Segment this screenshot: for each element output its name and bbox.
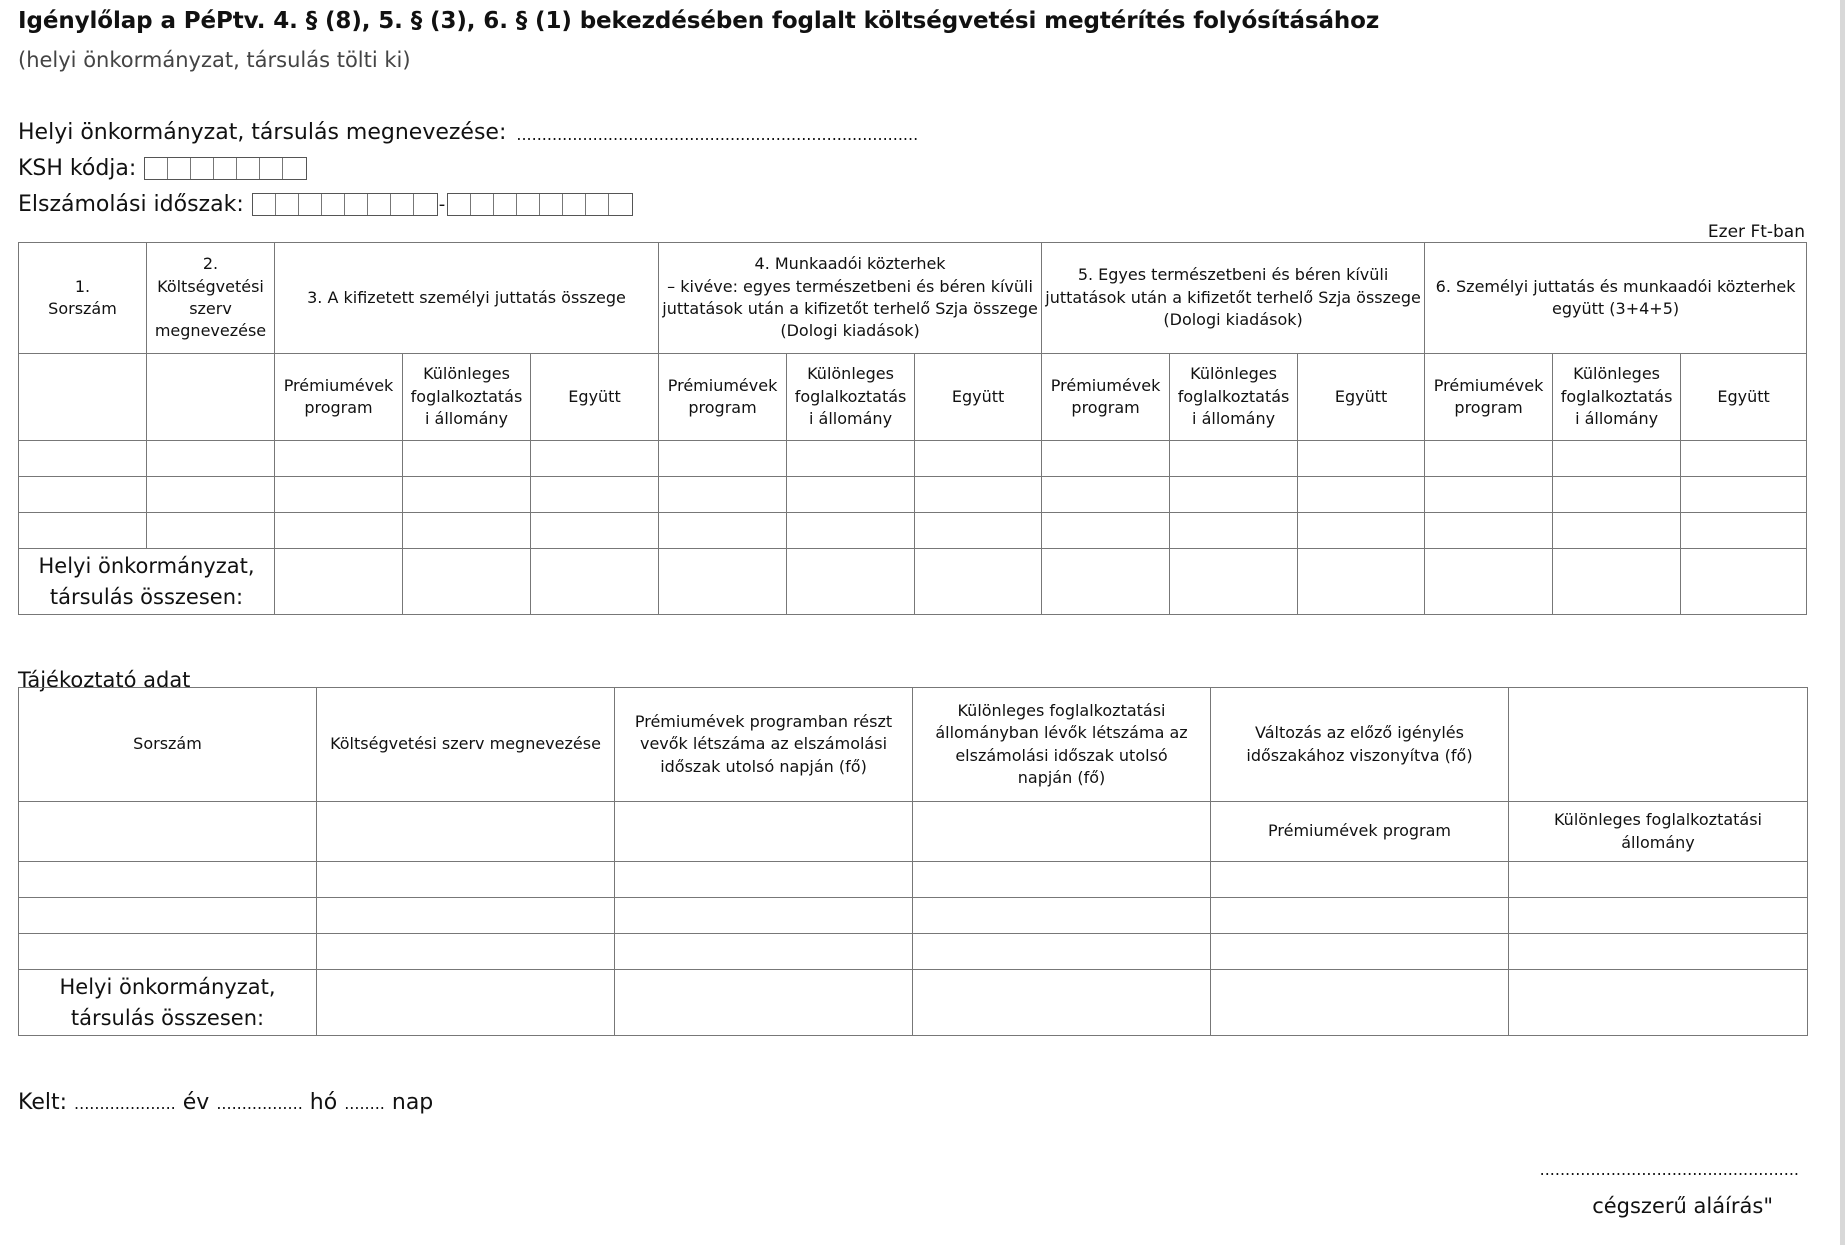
table-cell[interactable]	[1681, 549, 1807, 615]
table-cell[interactable]	[531, 513, 659, 549]
month-label: hó	[309, 1090, 338, 1115]
table-cell[interactable]	[615, 898, 913, 934]
table-cell[interactable]	[1425, 549, 1553, 615]
table-cell[interactable]	[915, 549, 1042, 615]
info-section-label: Tájékoztató adat	[18, 668, 191, 692]
table-cell[interactable]	[915, 441, 1042, 477]
name-field-row	[18, 120, 918, 145]
sub-total-header: Együtt	[531, 354, 659, 441]
table-cell[interactable]	[615, 934, 913, 970]
table-cell[interactable]	[1509, 970, 1808, 1036]
table-cell[interactable]	[615, 970, 913, 1036]
table-cell[interactable]	[19, 934, 317, 970]
table-cell[interactable]	[19, 513, 147, 549]
day-label: nap	[391, 1090, 434, 1115]
total-row	[19, 549, 1807, 615]
table-cell[interactable]	[787, 513, 915, 549]
digit-box[interactable]	[276, 194, 299, 215]
col5-header: 5. Egyes természetbeni és béren kívüli juttatások után a kifizetőt terhelő Szja összege (Dologi kiadások)	[1042, 243, 1425, 354]
period-label: Elszámolási időszak:	[18, 192, 244, 217]
info-col1-header: Sorszám	[19, 688, 317, 802]
date-line	[18, 1090, 433, 1115]
year-label: év	[182, 1090, 210, 1115]
table-cell[interactable]	[1042, 441, 1170, 477]
table-cell[interactable]	[915, 477, 1042, 513]
table-cell[interactable]	[913, 970, 1211, 1036]
day-dots-field[interactable]: ........	[344, 1094, 385, 1113]
digit-box[interactable]	[414, 194, 437, 215]
info-col3-header: Prémiumévek programban részt vevők létszáma az elszámolási időszak utolsó napján (fő)	[615, 688, 913, 802]
period-end-boxes[interactable]	[447, 193, 633, 216]
table-cell[interactable]	[19, 802, 317, 862]
info-col6-header	[1509, 688, 1808, 802]
digit-box[interactable]	[260, 158, 283, 179]
ksh-code-boxes[interactable]	[144, 157, 307, 180]
table-cell[interactable]	[787, 477, 915, 513]
table-cell[interactable]	[1681, 441, 1807, 477]
table-cell[interactable]	[615, 862, 913, 898]
digit-box[interactable]	[586, 194, 609, 215]
table-row	[19, 513, 1807, 549]
digit-box[interactable]	[517, 194, 540, 215]
digit-box[interactable]	[345, 194, 368, 215]
info-sub-special-header: Különleges foglalkoztatási állomány	[1509, 802, 1808, 862]
table-cell[interactable]	[1298, 549, 1425, 615]
info-col4-header: Különleges foglalkoztatási állományban lévők létszáma az elszámolási időszak utolsó napján (fő)	[913, 688, 1211, 802]
info-total-label: Helyi önkormányzat, társulás összesen:	[19, 970, 317, 1036]
table-cell[interactable]	[1425, 513, 1553, 549]
table-cell[interactable]	[659, 477, 787, 513]
signature-label: cégszerű aláírás"	[1592, 1194, 1773, 1218]
table-cell[interactable]	[1298, 477, 1425, 513]
table-cell[interactable]	[1170, 441, 1298, 477]
table-cell[interactable]	[19, 898, 317, 934]
period-field-row	[18, 192, 633, 217]
col4-header: 4. Munkaadói közterhek – kivéve: egyes természetbeni és béren kívüli juttatások után a kifizetőt terhelő Szja összege (Dologi kiadások)	[659, 243, 1042, 354]
digit-box[interactable]	[253, 194, 276, 215]
table-cell[interactable]	[913, 898, 1211, 934]
table-cell[interactable]	[19, 441, 147, 477]
sub-special-header: Különleges foglalkoztatás i állomány	[1553, 354, 1681, 441]
sub-total-header: Együtt	[1681, 354, 1807, 441]
page-edge-divider	[1840, 0, 1845, 1245]
table-cell[interactable]	[913, 862, 1211, 898]
digit-box[interactable]	[237, 158, 260, 179]
table-row	[19, 934, 1808, 970]
digit-box[interactable]	[145, 158, 168, 179]
table-cell[interactable]	[1170, 477, 1298, 513]
table-cell[interactable]	[19, 862, 317, 898]
digit-box[interactable]	[283, 158, 306, 179]
table-cell[interactable]	[317, 970, 615, 1036]
period-start-boxes[interactable]	[252, 193, 438, 216]
table-cell[interactable]	[1170, 549, 1298, 615]
digit-box[interactable]	[563, 194, 586, 215]
table-row	[19, 477, 1807, 513]
name-label: Helyi önkormányzat, társulás megnevezése:	[18, 120, 507, 145]
period-separator: -	[438, 194, 446, 215]
sub-premium-header: Prémiumévek program	[275, 354, 403, 441]
sub-special-header: Különleges foglalkoztatás i állomány	[787, 354, 915, 441]
form-subtitle: (helyi önkormányzat, társulás tölti ki)	[18, 48, 411, 72]
digit-box[interactable]	[214, 158, 237, 179]
month-dots-field[interactable]: .................	[216, 1094, 303, 1113]
table-cell[interactable]	[1211, 970, 1509, 1036]
sub-total-header: Együtt	[1298, 354, 1425, 441]
table-cell[interactable]	[1553, 477, 1681, 513]
digit-box[interactable]	[391, 194, 414, 215]
table-cell[interactable]	[1042, 513, 1170, 549]
info-col5-header: Változás az előző igénylés időszakához viszonyítva (fő)	[1211, 688, 1509, 802]
info-subheader-row	[19, 802, 1808, 862]
table-cell[interactable]	[403, 477, 531, 513]
table-cell[interactable]	[1681, 477, 1807, 513]
sub-special-header: Különleges foglalkoztatás i állomány	[403, 354, 531, 441]
table-cell[interactable]	[1042, 549, 1170, 615]
table-row	[19, 862, 1808, 898]
sub-special-header: Különleges foglalkoztatás i állomány	[1170, 354, 1298, 441]
table-row	[19, 441, 1807, 477]
table-cell[interactable]	[1553, 549, 1681, 615]
empty-cell	[19, 354, 147, 441]
table-cell[interactable]	[659, 441, 787, 477]
table-cell[interactable]	[275, 549, 403, 615]
col1-header: 1. Sorszám	[19, 243, 147, 354]
table-cell[interactable]	[1042, 477, 1170, 513]
table-cell[interactable]	[1211, 862, 1509, 898]
info-table	[18, 687, 1808, 1036]
table-cell[interactable]	[1298, 441, 1425, 477]
sub-premium-header: Prémiumévek program	[1042, 354, 1170, 441]
ksh-label: KSH kódja:	[18, 156, 137, 181]
ksh-field-row	[18, 156, 307, 181]
table-cell[interactable]	[1170, 513, 1298, 549]
table-cell[interactable]	[531, 441, 659, 477]
sub-total-header: Együtt	[915, 354, 1042, 441]
table-cell[interactable]	[787, 441, 915, 477]
table-cell[interactable]	[19, 477, 147, 513]
table-cell[interactable]	[659, 549, 787, 615]
table-cell[interactable]	[1681, 513, 1807, 549]
table-cell[interactable]	[147, 441, 275, 477]
date-label: Kelt:	[18, 1090, 68, 1115]
table-cell[interactable]	[317, 898, 615, 934]
unit-note: Ezer Ft-ban	[1707, 222, 1805, 242]
table-cell[interactable]	[147, 477, 275, 513]
table-cell[interactable]	[1553, 513, 1681, 549]
name-dots-field[interactable]: ...............................................................................	[516, 125, 919, 144]
table-cell[interactable]	[531, 477, 659, 513]
table-cell[interactable]	[1425, 477, 1553, 513]
digit-box[interactable]	[540, 194, 563, 215]
table-cell[interactable]	[275, 513, 403, 549]
digit-box[interactable]	[322, 194, 345, 215]
total-label: Helyi önkormányzat, társulás összesen:	[19, 549, 275, 615]
table-row	[19, 898, 1808, 934]
table-cell[interactable]	[403, 441, 531, 477]
table-cell[interactable]	[659, 513, 787, 549]
digit-box[interactable]	[299, 194, 322, 215]
sub-premium-header: Prémiumévek program	[659, 354, 787, 441]
empty-cell	[147, 354, 275, 441]
table-cell[interactable]	[1509, 934, 1808, 970]
table-cell[interactable]	[1211, 898, 1509, 934]
table-cell[interactable]	[317, 934, 615, 970]
table-cell[interactable]	[1509, 898, 1808, 934]
digit-box[interactable]	[494, 194, 517, 215]
table-cell[interactable]	[531, 549, 659, 615]
table-cell[interactable]	[1211, 934, 1509, 970]
digit-box[interactable]	[191, 158, 214, 179]
year-dots-field[interactable]: ....................	[74, 1094, 176, 1113]
table-cell[interactable]	[787, 549, 915, 615]
main-claim-table	[18, 242, 1807, 615]
digit-box[interactable]	[368, 194, 391, 215]
digit-box[interactable]	[448, 194, 471, 215]
table-cell[interactable]	[147, 513, 275, 549]
table-cell[interactable]	[403, 549, 531, 615]
digit-box[interactable]	[168, 158, 191, 179]
col6-header: 6. Személyi juttatás és munkaadói közterhek együtt (3+4+5)	[1425, 243, 1807, 354]
table-cell[interactable]	[913, 802, 1211, 862]
table-cell[interactable]	[915, 513, 1042, 549]
table-cell[interactable]	[275, 477, 403, 513]
info-sub-premium-header: Prémiumévek program	[1211, 802, 1509, 862]
signature-line[interactable]: ...................................................	[1539, 1160, 1799, 1179]
table-cell[interactable]	[1553, 441, 1681, 477]
table-cell[interactable]	[317, 862, 615, 898]
digit-box[interactable]	[609, 194, 632, 215]
table-cell[interactable]	[615, 802, 913, 862]
col2-header: 2. Költségvetési szerv megnevezése	[147, 243, 275, 354]
table-cell[interactable]	[1298, 513, 1425, 549]
table-cell[interactable]	[913, 934, 1211, 970]
col3-header: 3. A kifizetett személyi juttatás összege	[275, 243, 659, 354]
digit-box[interactable]	[471, 194, 494, 215]
table-cell[interactable]	[317, 802, 615, 862]
sub-premium-header: Prémiumévek program	[1425, 354, 1553, 441]
subheader-row	[19, 354, 1807, 441]
table-cell[interactable]	[403, 513, 531, 549]
info-total-row	[19, 970, 1808, 1036]
table-cell[interactable]	[1425, 441, 1553, 477]
info-col2-header: Költségvetési szerv megnevezése	[317, 688, 615, 802]
table-cell[interactable]	[275, 441, 403, 477]
table-cell[interactable]	[1509, 862, 1808, 898]
form-title: Igénylőlap a PéPtv. 4. § (8), 5. § (3), 6. § (1) bekezdésében foglalt költségvetési megtérítés folyósításához	[18, 8, 1380, 34]
